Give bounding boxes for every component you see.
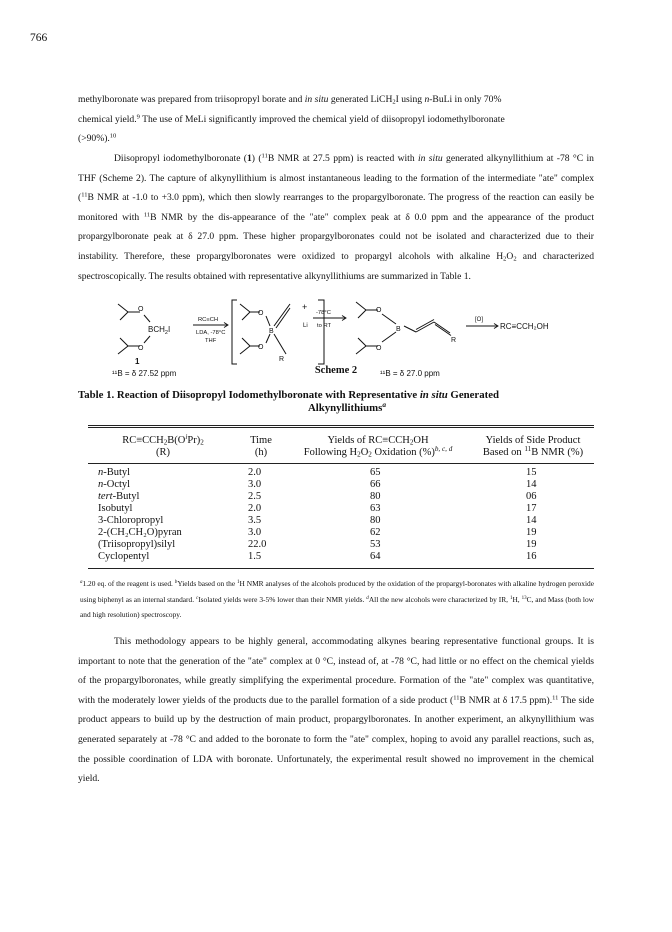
row-yield: 66 [370,479,381,490]
col-header-side-product: Yields of Side Product Based on $^{11}$B NMR (%) [482,435,584,458]
row-yield: 65 [370,467,381,478]
b-label: B [269,328,274,335]
reagent-bot: THF [205,338,217,344]
ate-temp-top: -78°C [316,310,331,316]
row-time: 2.0 [248,467,262,478]
r-substituent: R [451,337,457,344]
o-label: O [376,345,382,352]
row-substituent: n-Octyl [98,479,131,490]
row-time: 2.0 [248,503,262,514]
reagent-mid: LDA, -78°C [196,330,226,336]
row-time: 1.5 [248,551,262,562]
li-label: Li [303,323,308,329]
o-label: O [376,307,382,314]
row-side-product: 17 [526,503,537,514]
table-top-rule [88,425,594,426]
row-substituent: Isobutyl [98,503,133,514]
body-paragraph-2: Diisopropyl iodomethylboronate (1) ($^{11}$B NMR at 27.5 ppm) is reacted with in situ generated alkynyllithium at -78 °C in THF (Scheme 2). The capture of alkynyllithium is almost instantaneous leading to the formation of the intermediate "ate" complex ($^{11}$B NMR at -1.0 to +3.0 ppm), which then slowly rearranges to the propargylboronate. The progress of the reaction can easily be monitored with $^{11}$B NMR by the dis-appearance of the "ate" complex peak at δ 0.0 ppm and the appearance of the product propargylboronate peak at δ 27.0 ppm. These higher propargylboronates could not be isolated and characterized due to their instability. Therefore, these propargylboronates were oxidized to propargyl alcohols with alkaline $H_2O_2$ and characterized spectroscopically. The results obtained with representative alkynyllithiums are summarized in Table 1. [78,152,594,282]
page-number: 766 [30,32,48,44]
o-label: O [258,310,264,317]
intro-paragraph: methylboronate was prepared from triisopropyl borate and in situ generated LiCH$_2$I using n-BuLi in only 70% chemical yield.$^9$ The use of MeLi significantly improved the chemical yield of diisopropyl iodomethylboronate (>90%).$^{10}$ [78,94,505,145]
product-label: RC≡CCH₂OH [500,322,549,331]
col-header-time: Time (h) [250,435,272,458]
scheme-caption: Scheme 2 [314,365,358,376]
row-side-product: 06 [526,491,537,502]
row-substituent: 3-Chloropropyl [98,515,164,526]
row-yield: 64 [370,551,381,562]
row-time: 3.0 [248,479,262,490]
row-substituent: 2-(CH₂CH₂O)pyran [98,527,182,538]
row-side-product: 15 [526,467,537,478]
row-side-product: 19 [526,527,537,538]
plus-sign: + [302,302,308,312]
reagent-top: RC≡CH [198,317,219,323]
row-substituent: (Triisopropyl)silyl [98,539,176,550]
oxidation-label: [O] [475,317,484,323]
row-side-product: 19 [526,539,537,550]
table-footnotes: $^a$1.20 eq. of the reagent is used. $^b$Yields based on the $^1$H NMR analyses of the alcohols produced by the oxidation of the propargyl-boronates with alkaline hydrogen peroxide using biphenyl as an internal standard. $^c$Isolated yields were 3-5% lower than their NMR yields. $^d$All the new alcohols were characterized by IR, $^1$H, $^{13}$C, and Mass (both low and high resolution) spectroscopy. [80,579,594,619]
bch2i-label: $BCH_2I$ [148,325,171,336]
col-header-boronate: $RC\equiv CCH_2B(O^iPr)_2$ (R) [122,433,204,458]
row-time: 3.5 [248,515,262,526]
boronate-1-structure [118,304,150,354]
row-side-product: 16 [526,551,537,562]
table-header-rule [88,463,594,464]
row-yield: 80 [370,515,381,526]
o-label: O [138,306,144,313]
row-side-product: 14 [526,515,537,526]
row-substituent: n-Butyl [98,467,131,478]
b-label: B [396,326,401,333]
row-yield: 80 [370,491,381,502]
row-time: 3.0 [248,527,262,538]
row-time: 2.5 [248,491,262,502]
row-side-product: 14 [526,479,537,490]
ate-complex-structure [232,300,324,364]
row-yield: 63 [370,503,381,514]
compound-number: 1 [135,357,140,366]
table-bottom-rule [88,568,594,569]
o-label: O [258,344,264,351]
r-substituent: R [279,356,285,363]
row-yield: 53 [370,539,381,550]
body-paragraph-3: This methodology appears to be highly general, accommodating alkynes bearing representative functional groups. It is important to note that the generation of the "ate" complex at 0 °C, instead of, at -78 °C, had little or no effect on the chemical yields of the propargylboronates, while greatly simplifying the experimental procedure. Formation of the "ate" complex was quantitative, with the moderately lower yields of the products due to the parallel formation of a side product ($^{11}$B NMR at δ 17.5 ppm).$^{11}$ The side product appears to build up by the destruction of main product, propargylboronates. In another experiment, an alkynyllithium was generated separately at -78 °C and added to the boronate to form the "ate" complex, hoping to avoid any parallel reactions, such as, the possible coordination of LDA with boronate. Unfortunately, the experimental result showed no improvement in the chemical yield. [78,636,594,785]
ate-temp-bot: to RT [317,323,332,329]
col-header-yield: Yields of $RC\equiv CCH_2OH$ Following $H_2O_2$ Oxidation (%)$^{b, c, d}$ [303,435,453,459]
o-label: O [138,345,144,352]
table-title: Table 1. Reaction of Diisopropyl Iodomethylboronate with Representative in situ Generated Alkynyllithiums$^a$ [78,389,500,414]
table-top-rule-2 [88,427,594,428]
nmr-right-label: ¹¹B = δ 27.0 ppm [380,369,440,378]
nmr-left-label: ¹¹B = δ 27.52 ppm [112,369,177,378]
propargylboronate-structure [356,302,451,354]
row-substituent: Cyclopentyl [98,551,150,562]
row-time: 22.0 [248,539,267,550]
row-yield: 62 [370,527,381,538]
row-substituent: tert-Butyl [98,491,140,502]
